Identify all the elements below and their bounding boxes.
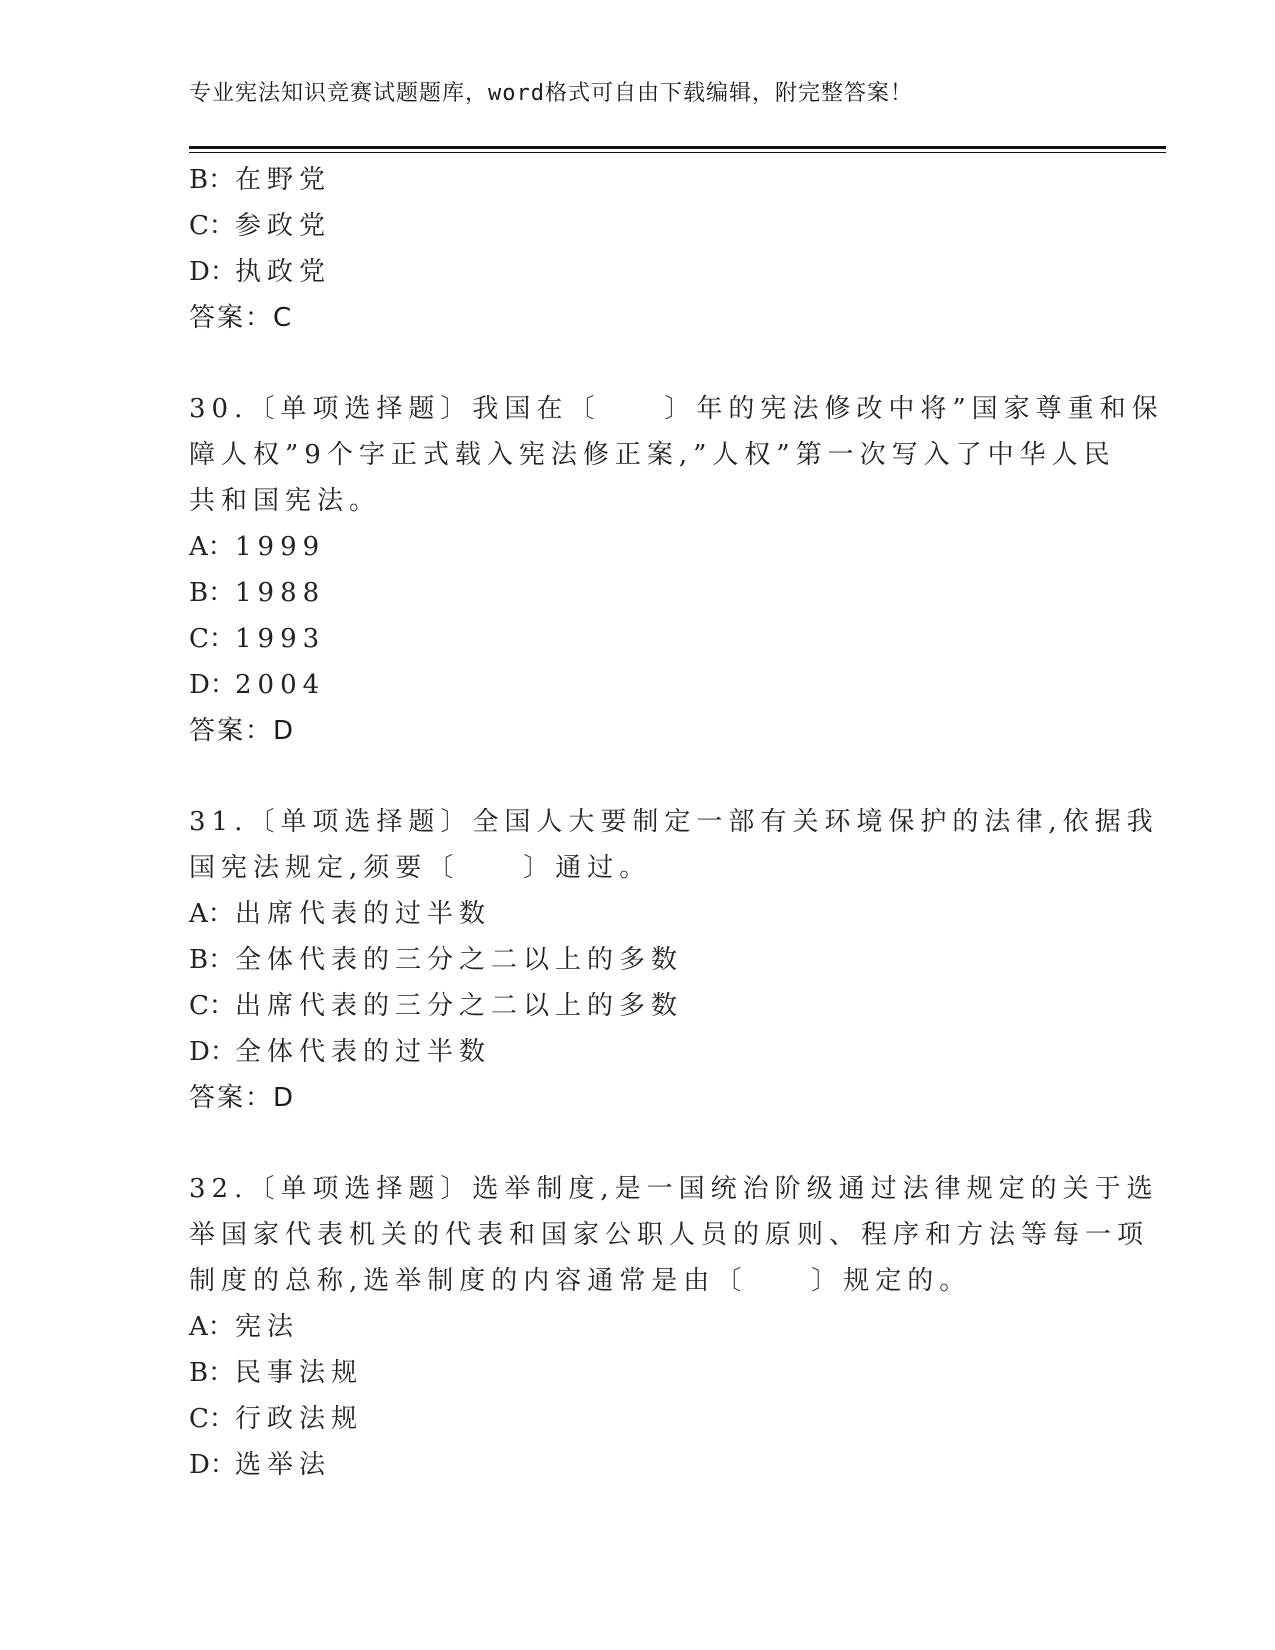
option-a <box>189 891 1089 937</box>
option-text: 2004 <box>235 670 326 700</box>
option-text: 出席代表的过半数 <box>235 899 492 929</box>
option-text: 全体代表的过半数 <box>235 1037 492 1067</box>
question-block <box>189 1166 1159 1488</box>
option-a <box>189 524 1089 570</box>
question-text-line: 障人权”9个字正式载入宪法修正案,”人权”第一次写入了中华人民 <box>189 440 1116 470</box>
answer-line: 答案：C <box>189 303 294 333</box>
question-text-line: 共和国宪法。 <box>189 486 382 516</box>
question-text-line: 32.〔单项选择题〕选举制度,是一国统治阶级通过法律规定的关于选 <box>189 1174 1159 1204</box>
option-c <box>189 616 1089 662</box>
option-d <box>189 1029 1089 1075</box>
question-block <box>189 799 1159 1121</box>
option-b <box>189 1350 1089 1396</box>
option-b <box>189 937 1089 983</box>
option-prefix: B： <box>189 578 235 608</box>
option-text: 选举法 <box>235 1450 332 1480</box>
option-prefix: C： <box>189 1404 235 1434</box>
option-prefix: D： <box>189 1037 236 1067</box>
option-prefix: A： <box>189 532 234 562</box>
option-c <box>189 983 1089 1029</box>
question-text-line: 30.〔单项选择题〕我国在〔 〕年的宪法修改中将”国家尊重和保 <box>189 394 1164 424</box>
option-text: 在野党 <box>235 165 332 195</box>
question-text-line: 举国家代表机关的代表和国家公职人员的原则、程序和方法等每一项 <box>189 1220 1150 1250</box>
option-prefix: B： <box>189 945 235 975</box>
block-spacer <box>189 341 1089 386</box>
question-list <box>189 157 1164 1488</box>
option-text: 1999 <box>235 532 326 562</box>
question-text-line: 31.〔单项选择题〕全国人大要制定一部有关环境保护的法律,依据我 <box>189 807 1159 837</box>
option-c <box>189 203 1089 249</box>
option-prefix: D： <box>189 1450 236 1480</box>
question-block <box>189 157 1089 341</box>
answer-line: 答案：D <box>189 1083 296 1113</box>
question-text-line: 制度的总称,选举制度的内容通常是由〔 〕规定的。 <box>189 1266 972 1296</box>
option-prefix: C： <box>189 624 235 654</box>
option-prefix: D： <box>189 670 236 700</box>
option-prefix: C： <box>189 211 235 241</box>
option-text: 执政党 <box>235 257 332 287</box>
option-prefix: A： <box>189 899 234 929</box>
option-c <box>189 1396 1089 1442</box>
option-text: 民事法规 <box>235 1358 364 1388</box>
option-text: 全体代表的三分之二以上的多数 <box>235 945 684 975</box>
option-text: 行政法规 <box>235 1404 364 1434</box>
option-d <box>189 1442 1089 1488</box>
page-header: 专业宪法知识竞赛试题题库，word格式可自由下载编辑，附完整答案！ <box>189 81 913 106</box>
block-spacer <box>189 1121 1089 1166</box>
option-d <box>189 249 1089 295</box>
option-prefix: A： <box>189 1312 234 1342</box>
question-block <box>189 386 1164 754</box>
option-text: 参政党 <box>235 211 332 241</box>
block-spacer <box>189 754 1089 799</box>
option-d <box>189 662 1089 708</box>
option-text: 宪法 <box>235 1312 300 1342</box>
option-prefix: B： <box>189 1358 235 1388</box>
header-rule <box>189 146 1166 153</box>
option-prefix: D： <box>189 257 236 287</box>
option-text: 1988 <box>235 578 326 608</box>
option-a <box>189 1304 1089 1350</box>
option-prefix: C： <box>189 991 235 1021</box>
option-text: 1993 <box>235 624 326 654</box>
option-prefix: B： <box>189 165 235 195</box>
question-text-line: 国宪法规定,须要〔 〕通过。 <box>189 853 652 883</box>
answer-line: 答案：D <box>189 716 296 746</box>
option-b <box>189 570 1089 616</box>
option-text: 出席代表的三分之二以上的多数 <box>235 991 684 1021</box>
option-b <box>189 157 1089 203</box>
